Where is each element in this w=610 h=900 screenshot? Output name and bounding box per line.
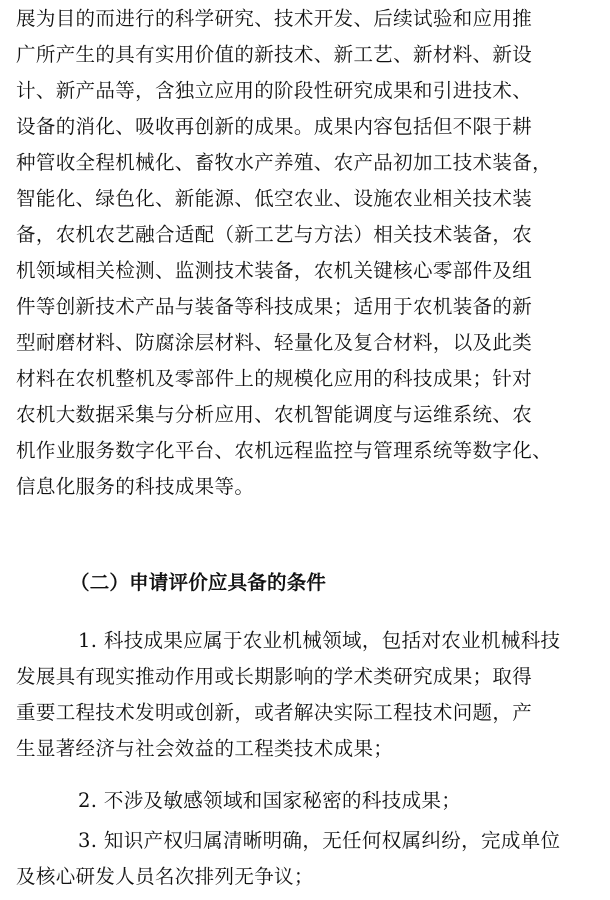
- text-line: 件等创新技术产品与装备等科技成果；适用于农机装备的新: [16, 295, 533, 318]
- text-line: 型耐磨材料、防腐涂层材料、轻量化及复合材料，以及此类: [16, 331, 533, 354]
- text-line: 3. 知识产权归属清晰明确，无任何权属纠纷，完成单位: [78, 829, 561, 852]
- text-line: 农机大数据采集与分析应用、农机智能调度与运维系统、农: [16, 403, 533, 426]
- text-line: 备，农机农艺融合适配（新工艺与方法）相关技术装备，农: [16, 223, 533, 246]
- text-line: 智能化、绿色化、新能源、低空农业、设施农业相关技术装: [16, 187, 533, 210]
- text-line: 及核心研发人员名次排列无争议；: [16, 865, 314, 888]
- text-line: 重要工程技术发明或创新，或者解决实际工程技术问题，产: [16, 701, 533, 724]
- text-line: 设备的消化、吸收再创新的成果。成果内容包括但不限于耕: [16, 115, 533, 138]
- text-line: 机领域相关检测、监测技术装备，农机关键核心零部件及组: [16, 259, 533, 282]
- text-line: 生显著经济与社会效益的工程类技术成果；: [16, 737, 394, 760]
- text-line: 机作业服务数字化平台、农机远程监控与管理系统等数字化、: [16, 439, 552, 462]
- text-line: 材料在农机整机及零部件上的规模化应用的科技成果；针对: [16, 367, 533, 390]
- text-line: 广所产生的具有实用价值的新技术、新工艺、新材料、新设: [16, 43, 533, 66]
- text-line: 2. 不涉及敏感领域和国家秘密的科技成果；: [78, 789, 462, 812]
- section-heading: （二）申请评价应具备的条件: [70, 571, 327, 594]
- text-line: 信息化服务的科技成果等。: [16, 475, 255, 498]
- text-line: 发展具有现实推动作用或长期影响的学术类研究成果；取得: [16, 665, 533, 688]
- text-line: 计、新产品等，含独立应用的阶段性研究成果和引进技术、: [16, 79, 533, 102]
- text-line: 种管收全程机械化、畜牧水产养殖、农产品初加工技术装备，: [16, 151, 552, 174]
- text-line: 展为目的而进行的科学研究、技术开发、后续试验和应用推: [16, 7, 533, 30]
- text-line: 1. 科技成果应属于农业机械领域，包括对农业机械科技: [78, 629, 561, 652]
